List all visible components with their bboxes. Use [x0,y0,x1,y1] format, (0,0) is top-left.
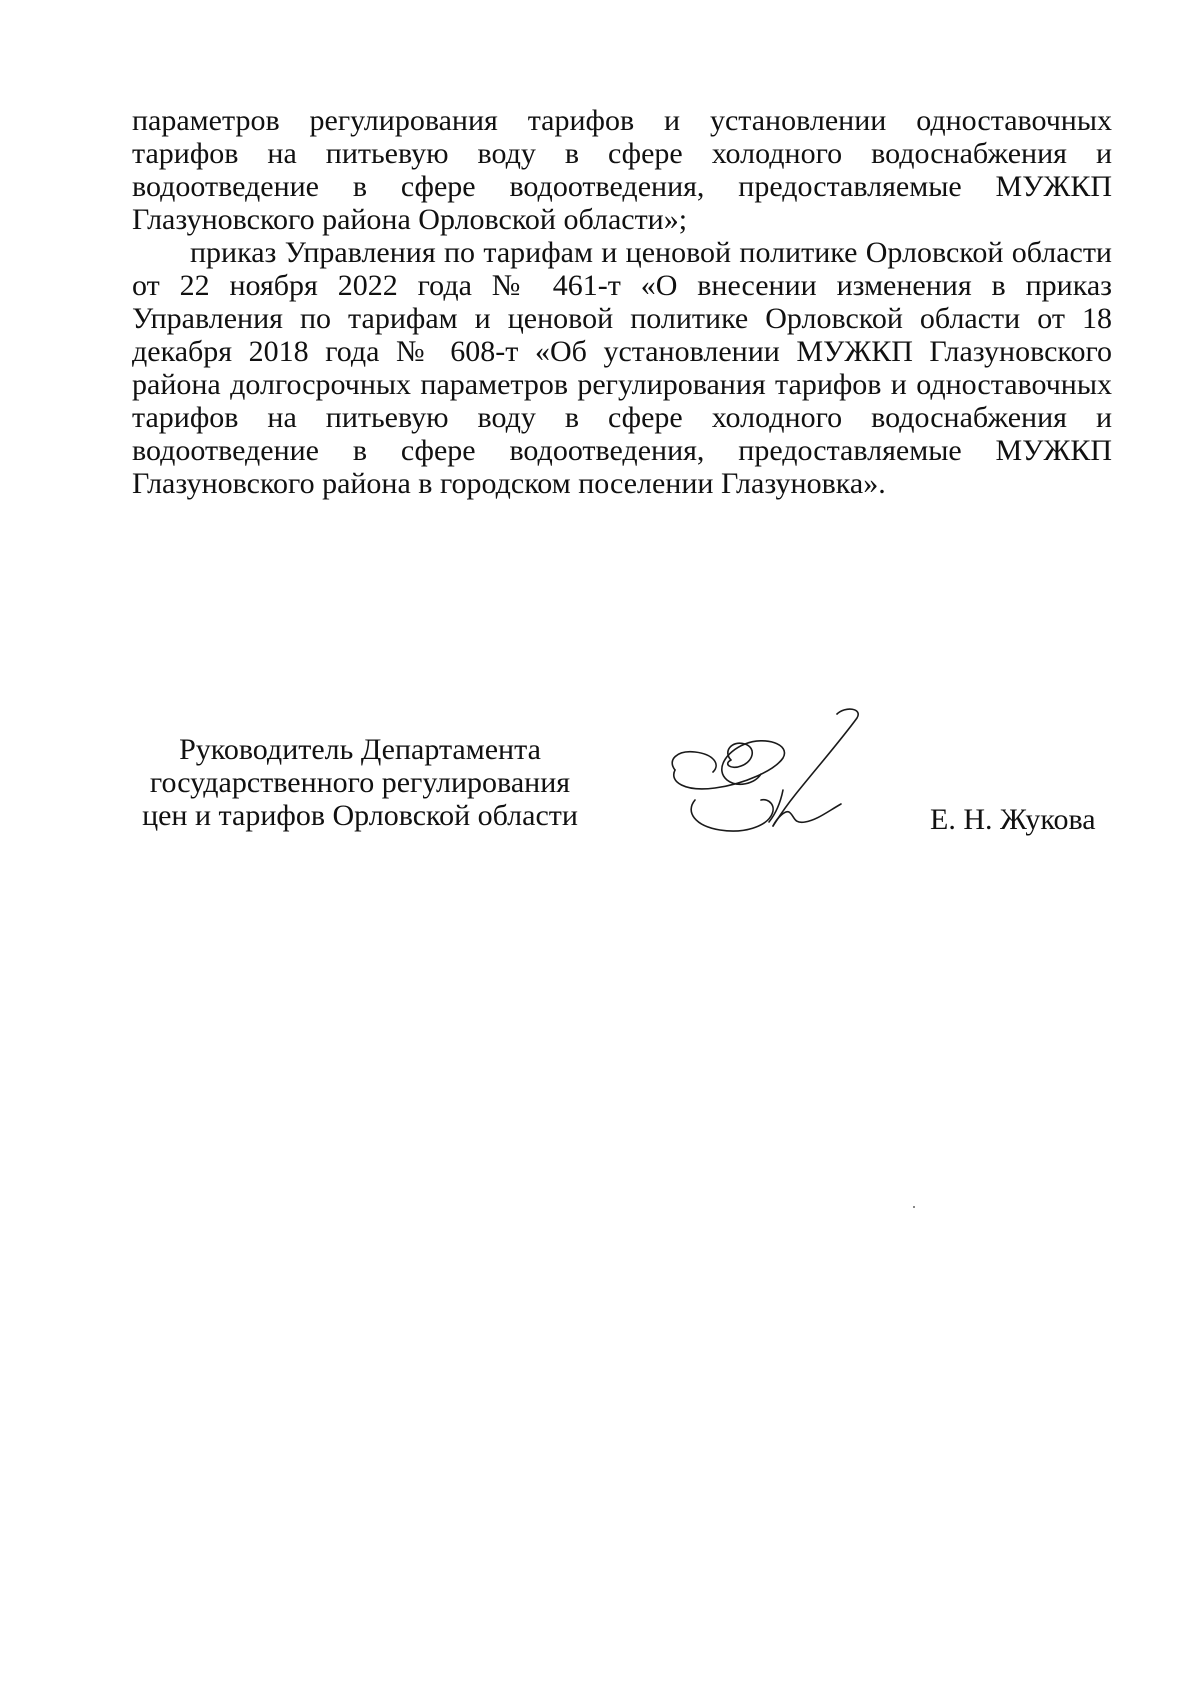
handwritten-signature [665,700,915,860]
signatory-title-line: государственного регулирования [149,766,571,799]
paragraph-order-reference: приказ Управления по тарифам и ценовой политике Орловской области от 22 ноября 2022 года № 461-т «О внесении изменения в приказ Управления по тарифам и ценовой политике Орловской области от 18 декабря 2018 года № 608-т «Об установлении МУЖКП Глазуновского района долгосрочных параметров регулирования тарифов и одноставочных тарифов на питьевую воду в сфере холодного водоснабжения и водоотведение в сфере водоотведения, предоставляемые МУЖКП Глазуновского района в городском поселении Глазуновка». [132,236,1112,500]
signatory-title-line: Руководитель Департамента [179,733,541,766]
signatory-title [140,733,580,832]
scan-speck [913,1206,915,1208]
signatory-title-line: цен и тарифов Орловской области [142,799,578,832]
document-body [132,104,1112,500]
paragraph-continuation: параметров регулирования тарифов и установлении одноставочных тарифов на питьевую воду в сфере холодного водоснабжения и водоотведение в сфере водоотведения, предоставляемые МУЖКП Глазуновского района Орловской области»; [132,104,1112,236]
signatory-name: Е. Н. Жукова [930,803,1096,836]
